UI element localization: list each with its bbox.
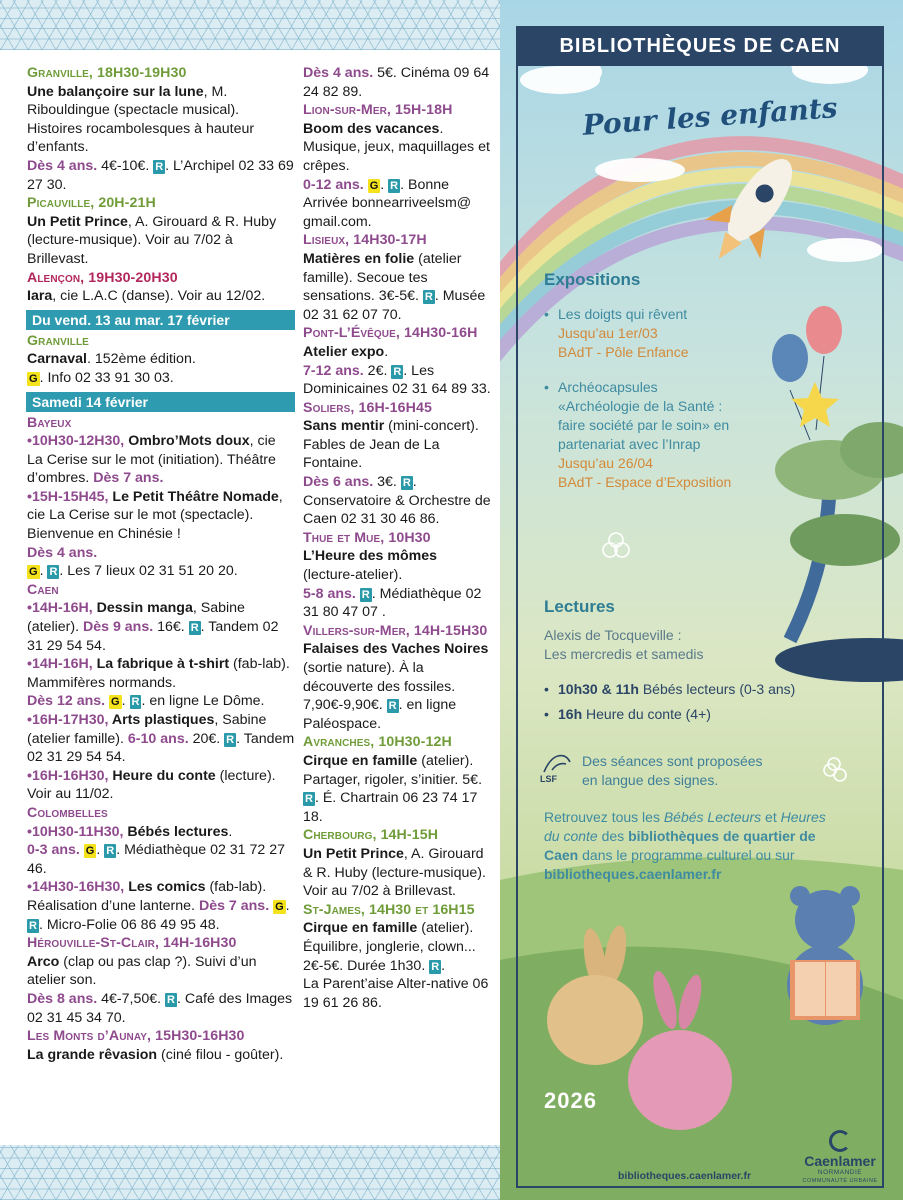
event-detail: (atelier famille). Secoue tes sensations. 3€-5€. [303, 250, 462, 305]
venue-heading: Cherbourg, 14H-15H [303, 827, 439, 844]
lsf-line2: en langue des signes. [582, 772, 719, 788]
retro-text-1b: et [761, 809, 781, 825]
event-detail: La Parent’aise Alter-native 06 19 61 26 86. [303, 976, 489, 1011]
event-title: Carnaval [27, 351, 87, 368]
event-detail: (clap ou pas clap ?). Suivi d’un atelier son. [27, 953, 257, 989]
event-text [27, 599, 295, 655]
venue-heading: Thue et Mue, 10H30 [303, 529, 431, 546]
venue-heading: Soliers, 16H-16H45 [303, 399, 432, 416]
event-detail: . [285, 897, 290, 914]
event-detail: (atelier). Équilibre, jonglerie, clown... 2€-5€. Durée 1h30. [303, 920, 476, 974]
event-detail: . Les 7 lieux 02 31 51 20 20. [59, 563, 238, 580]
event-detail: (fab-lab). Mammifères normands. [27, 656, 290, 691]
event-text [303, 585, 493, 622]
reservation-badge: R [361, 588, 370, 601]
event-detail: (lecture). Voir au 11/02. [27, 767, 276, 803]
event-text [303, 473, 493, 529]
event-detail: 16€. [153, 619, 189, 636]
event-detail: . [228, 823, 233, 840]
age-label: Dès 7 ans. [198, 897, 270, 914]
event-title: Iara [27, 288, 53, 305]
reservation-badge: R [388, 700, 397, 713]
event-detail: . 152ème édition. [86, 351, 196, 368]
sign-language-icon [540, 752, 576, 786]
free-badge: G [29, 566, 38, 579]
event-title: Atelier expo [303, 343, 385, 360]
expo2-line4: partenariat avec l’Inrap [558, 436, 701, 452]
event-detail: 2€. [363, 362, 392, 379]
reservation-badge: R [305, 793, 313, 806]
reservation-badge: R [390, 179, 399, 192]
event-detail: . Micro-Folie 06 86 49 95 48. [38, 916, 220, 933]
retro-bold-2: bibliothèques de quartier de [628, 828, 816, 844]
reservation-badge: R [190, 622, 199, 635]
venue-heading: Caen [27, 581, 59, 598]
lecture-item-2 [544, 705, 795, 724]
expo-item-1 [544, 305, 731, 362]
event-detail: . [384, 343, 389, 360]
event-title: Arts plastiques [111, 712, 215, 728]
lsf-line1: Des séances sont proposées [582, 753, 763, 769]
age-label: 7-12 ans. [303, 362, 364, 379]
age-label: Dès 7 ans. [93, 470, 164, 487]
event-text [27, 711, 295, 767]
expo1-date: Jusqu’au 1er/03 [558, 325, 658, 341]
expo2-line3: faire société par le soin» en [558, 417, 730, 433]
event-detail: . en ligne Paléospace. [303, 697, 457, 732]
expositions-section [544, 270, 731, 492]
event-text [27, 841, 295, 878]
event-detail: . Médiathèque 02 31 72 27 46. [27, 842, 286, 877]
age-label: •10H30-12H30, [27, 433, 129, 450]
free-badge: G [275, 900, 284, 913]
venue-heading: Avranches, 10H30-12H [303, 734, 452, 751]
expo2-title: • Archéocapsules [558, 379, 658, 395]
event-detail: , Sabine (atelier). [27, 600, 245, 636]
event-text [27, 562, 295, 581]
event-text [27, 767, 295, 804]
event-title: Arco [27, 953, 60, 970]
lectures-heading: Lectures [544, 597, 615, 616]
expo2-date: Jusqu’au 26/04 [558, 455, 653, 471]
age-label: Dès 4 ans. [27, 157, 98, 174]
age-label: •14H30-16H30, [27, 879, 129, 896]
event-detail: (mini-concert). Fables de Jean de La Fontaine. [303, 418, 479, 472]
lecture-item-1 [544, 680, 795, 699]
age-label: •14H-16H, [27, 600, 97, 617]
event-text [303, 547, 493, 584]
event-detail: , Sabine (atelier famille). [27, 712, 267, 747]
reservation-badge: R [226, 733, 235, 746]
event-detail: . Tandem 02 31 29 54 54. [27, 730, 295, 766]
event-title: Heure du conte [112, 767, 216, 784]
age-label: •16H-17H30, [27, 712, 112, 728]
event-detail: . Bonne Arrivée bonnearriveelsm@ gmail.com. [303, 176, 472, 230]
venue-heading: Lion-sur-Mer, 15H-18H [303, 102, 453, 119]
event-title: Matières en folie [303, 250, 415, 267]
date-band: Du vend. 13 au mar. 17 février [26, 310, 295, 330]
event-detail: . Les Dominicaines 02 31 64 89 33. [303, 362, 491, 398]
event-detail: , A. Girouard & R. Huby (lecture-musique). Voir au 7/02 à Brillevast. [303, 845, 486, 900]
venue-heading: Pont-L’Évêque, 14H30-16H [303, 325, 478, 342]
retro-link[interactable]: bibliotheques.caenlamer.fr [544, 866, 722, 882]
event-detail: 4€-7,50€. [97, 990, 166, 1007]
event-text [303, 975, 493, 1012]
lecture2-time: 16h [558, 706, 583, 722]
event-text [303, 250, 493, 324]
year-label: 2026 [544, 1088, 597, 1113]
expositions-heading: Expositions [544, 270, 641, 289]
venue-heading: Granville [27, 332, 89, 349]
age-label: 5-8 ans. [303, 585, 356, 602]
event-text [27, 544, 295, 563]
event-detail: . [380, 176, 389, 193]
event-text [303, 417, 493, 473]
logo-region: NORMANDIE [817, 1169, 863, 1176]
event-title: Boom des vacances [303, 120, 440, 137]
logo-sub: COMMUNAUTÉ URBAINE [802, 1178, 878, 1184]
event-title: Ombro’Mots doux [128, 433, 250, 450]
event-detail: . Conservatoire & Orchestre de Caen 02 31 30 46 86. [303, 474, 491, 528]
free-badge: G [29, 372, 38, 385]
event-text [27, 350, 295, 369]
age-label: Dès 12 ans. [27, 693, 106, 710]
lectures-section [544, 597, 795, 724]
event-text [27, 83, 295, 157]
event-text [303, 919, 493, 975]
retro-text-3: dans le programme culturel ou sur [578, 847, 795, 863]
lecture1-text: Bébés lecteurs (0-3 ans) [638, 681, 796, 697]
retro-italic-1: Bébés Lecteurs [663, 809, 762, 825]
event-text [303, 343, 493, 362]
reservation-badge: R [131, 696, 140, 709]
event-detail: 20€. [188, 730, 225, 747]
lecture2-text: Heure du conte (4+) [582, 706, 711, 722]
reservation-badge: R [167, 993, 175, 1006]
logo-mark-icon [829, 1130, 851, 1152]
reservation-badge: R [106, 845, 115, 858]
event-detail: (ciné filou - goûter). [157, 1046, 284, 1063]
lsf-label: LSF [540, 774, 557, 784]
lectures-place: Alexis de Tocqueville : [544, 627, 682, 643]
expo2-place: BAdT - Espace d’Exposition [558, 474, 732, 490]
lsf-note [582, 752, 763, 790]
age-label: 6-10 ans. [127, 730, 189, 747]
retro-italic-1b: Heures [780, 809, 826, 825]
event-title: Le Petit Théâtre Nomade [112, 488, 279, 505]
event-text [303, 64, 493, 101]
library-panel [500, 0, 903, 1200]
event-title: Un Petit Prince [27, 213, 128, 230]
age-label: 0-12 ans. [303, 176, 364, 193]
event-detail: 5€. Cinéma 09 64 24 82 89. [303, 65, 490, 100]
event-detail: , M. Ribouldingue (spectacle musical). Histoires rocambolesques à hauteur d’enfants. [27, 83, 255, 156]
top-pattern-border [0, 0, 500, 50]
venue-heading: Bayeux [27, 414, 72, 431]
event-detail: . É. Chartrain 06 23 74 17 18. [303, 790, 478, 825]
lecture1-time: 10h30 & 11h [558, 681, 639, 697]
event-title: Cirque en famille [303, 752, 418, 769]
event-detail: . Musée 02 31 62 07 70. [303, 288, 486, 323]
retro-text-2: des [597, 828, 629, 844]
event-text [303, 845, 493, 901]
reservation-badge: R [49, 566, 58, 579]
event-text [27, 432, 295, 488]
age-label: •10H30-11H30, [27, 823, 128, 840]
event-detail: 4€-10€. [97, 157, 154, 174]
event-text [303, 752, 493, 826]
retro-italic-2: du conte [544, 828, 598, 844]
venue-heading: St-James, 14H30 et 16H15 [303, 901, 475, 918]
event-detail: , cie La Cerise sur le mot (initiation). Théâtre d’ombres. [27, 433, 276, 487]
event-title: Les comics [128, 879, 206, 896]
event-title: La fabrique à t-shirt [96, 656, 230, 673]
subtitle-for-children: Pour les enfants [581, 91, 839, 142]
event-detail: (atelier). Partager, rigoler, s’initier. 5€. [303, 752, 483, 788]
age-label: •16H-16H30, [27, 767, 113, 784]
event-detail: . [121, 693, 130, 710]
event-title: La grande rêvasion [27, 1046, 158, 1063]
event-detail: . Info 02 33 91 30 03. [39, 369, 174, 386]
event-detail: . Médiathèque 02 31 80 47 07 . [303, 585, 482, 621]
reservation-badge: R [402, 477, 411, 490]
age-label: Dès 6 ans. [303, 474, 374, 491]
event-detail: . Tandem 02 31 29 54 54. [27, 619, 279, 654]
event-text [27, 369, 295, 388]
expo2-line2: «Archéologie de la Santé : [558, 398, 723, 414]
event-text [27, 287, 295, 306]
event-text [303, 176, 493, 232]
date-band: Samedi 14 février [26, 392, 295, 412]
age-label: Dès 4 ans. [27, 544, 98, 561]
age-label: Dès 9 ans. [82, 619, 154, 636]
reservation-badge: R [424, 291, 433, 304]
event-detail: , A. Girouard & R. Huby (lecture-musique). Voir au 7/02 à Brillevast. [27, 213, 277, 267]
venue-heading: Picauville, 20H-21H [27, 195, 156, 212]
venue-heading: Lisieux, 14H30-17H [303, 232, 427, 249]
event-detail: . Café des Images 02 31 45 34 70. [27, 990, 293, 1026]
event-text [303, 362, 493, 399]
event-title: Bébés lectures [127, 823, 229, 840]
event-text [27, 157, 295, 194]
venue-heading: Les Monts d’Aunay, 15H30-16H30 [27, 1028, 245, 1045]
venue-heading: Granville, 18H30-19H30 [27, 65, 187, 81]
event-title: Cirque en famille [303, 920, 418, 937]
age-label: Dès 8 ans. [27, 990, 98, 1007]
venue-heading: Villers-sur-Mer, 14H-15H30 [303, 622, 488, 639]
event-title: Falaises des Vaches Noires [303, 641, 489, 658]
age-label: •15H-15H45, [27, 488, 113, 505]
event-detail: , cie L.A.C (danse). Voir au 12/02. [52, 288, 266, 305]
event-text [303, 120, 493, 176]
event-detail: . [441, 957, 446, 974]
banner-title: BIBLIOTHÈQUES DE CAEN [516, 26, 884, 66]
event-title: Dessin manga [96, 600, 193, 617]
age-label: Dès 4 ans. [303, 65, 374, 81]
reservation-badge: R [29, 919, 37, 932]
age-label: •14H-16H, [27, 656, 97, 673]
retro-bold-3: Caen [544, 847, 579, 863]
event-detail: (lecture-atelier). [303, 567, 403, 584]
event-text [27, 878, 295, 934]
expo1-title: • Les doigts qui rêvent [558, 306, 688, 322]
event-text [27, 990, 295, 1027]
lectures-days: Les mercredis et samedis [544, 646, 704, 662]
event-detail: (fab-lab). Réalisation d’une lanterne. [27, 879, 267, 914]
venue-heading: Hérouville-St-Clair, 14H-16H30 [27, 935, 237, 952]
event-detail: . en ligne Le Dôme. [141, 693, 265, 710]
event-text [27, 692, 295, 711]
bottom-pattern-border [0, 1145, 500, 1200]
expo-item-2 [544, 378, 731, 492]
event-detail: 3€. [373, 474, 401, 491]
reservation-badge: R [431, 960, 440, 973]
agenda-column-1 [27, 64, 295, 1064]
event-detail: . Musique, jeux, maquillages et crêpes. [303, 120, 490, 174]
event-text [303, 640, 493, 733]
reservation-badge: R [393, 365, 402, 378]
event-title: L’Heure des mômes [303, 548, 438, 565]
reservation-badge: R [155, 160, 164, 173]
event-detail: . [96, 842, 105, 859]
event-detail: . [39, 563, 48, 580]
event-text [27, 1046, 295, 1065]
event-text [27, 823, 295, 842]
retro-text-1: Retrouvez tous les [544, 809, 664, 825]
event-detail: (sortie nature). À la découverte des fossiles. 7,90€-9,90€. [303, 660, 456, 714]
venue-heading: Alençon, 19H30-20H30 [27, 269, 178, 286]
agenda-column-2 [303, 64, 493, 1012]
free-badge: G [85, 845, 95, 858]
age-label: 0-3 ans. [27, 842, 80, 859]
caenlamer-logo [800, 1130, 880, 1185]
event-title: Un Petit Prince [303, 845, 404, 862]
event-detail: , cie La Cerise sur le mot (spectacle). Bienvenue en Chinésie ! [27, 488, 283, 543]
footer-url[interactable]: bibliotheques.caenlamer.fr [618, 1170, 752, 1182]
venue-heading: Colombelles [27, 804, 108, 821]
expo1-place: BAdT - Pôle Enfance [558, 344, 689, 360]
event-text [27, 488, 295, 544]
event-title: Sans mentir [303, 418, 385, 435]
event-title: Une balançoire sur la lune [27, 83, 204, 100]
event-detail: . L’Archipel 02 33 69 27 30. [27, 157, 294, 193]
free-badge: G [369, 179, 379, 192]
event-text [27, 213, 295, 269]
free-badge: G [111, 696, 120, 709]
retrouvez-paragraph [544, 808, 874, 884]
event-text [27, 655, 295, 692]
logo-name: Caenlamer [804, 1153, 876, 1169]
event-text [27, 953, 295, 990]
